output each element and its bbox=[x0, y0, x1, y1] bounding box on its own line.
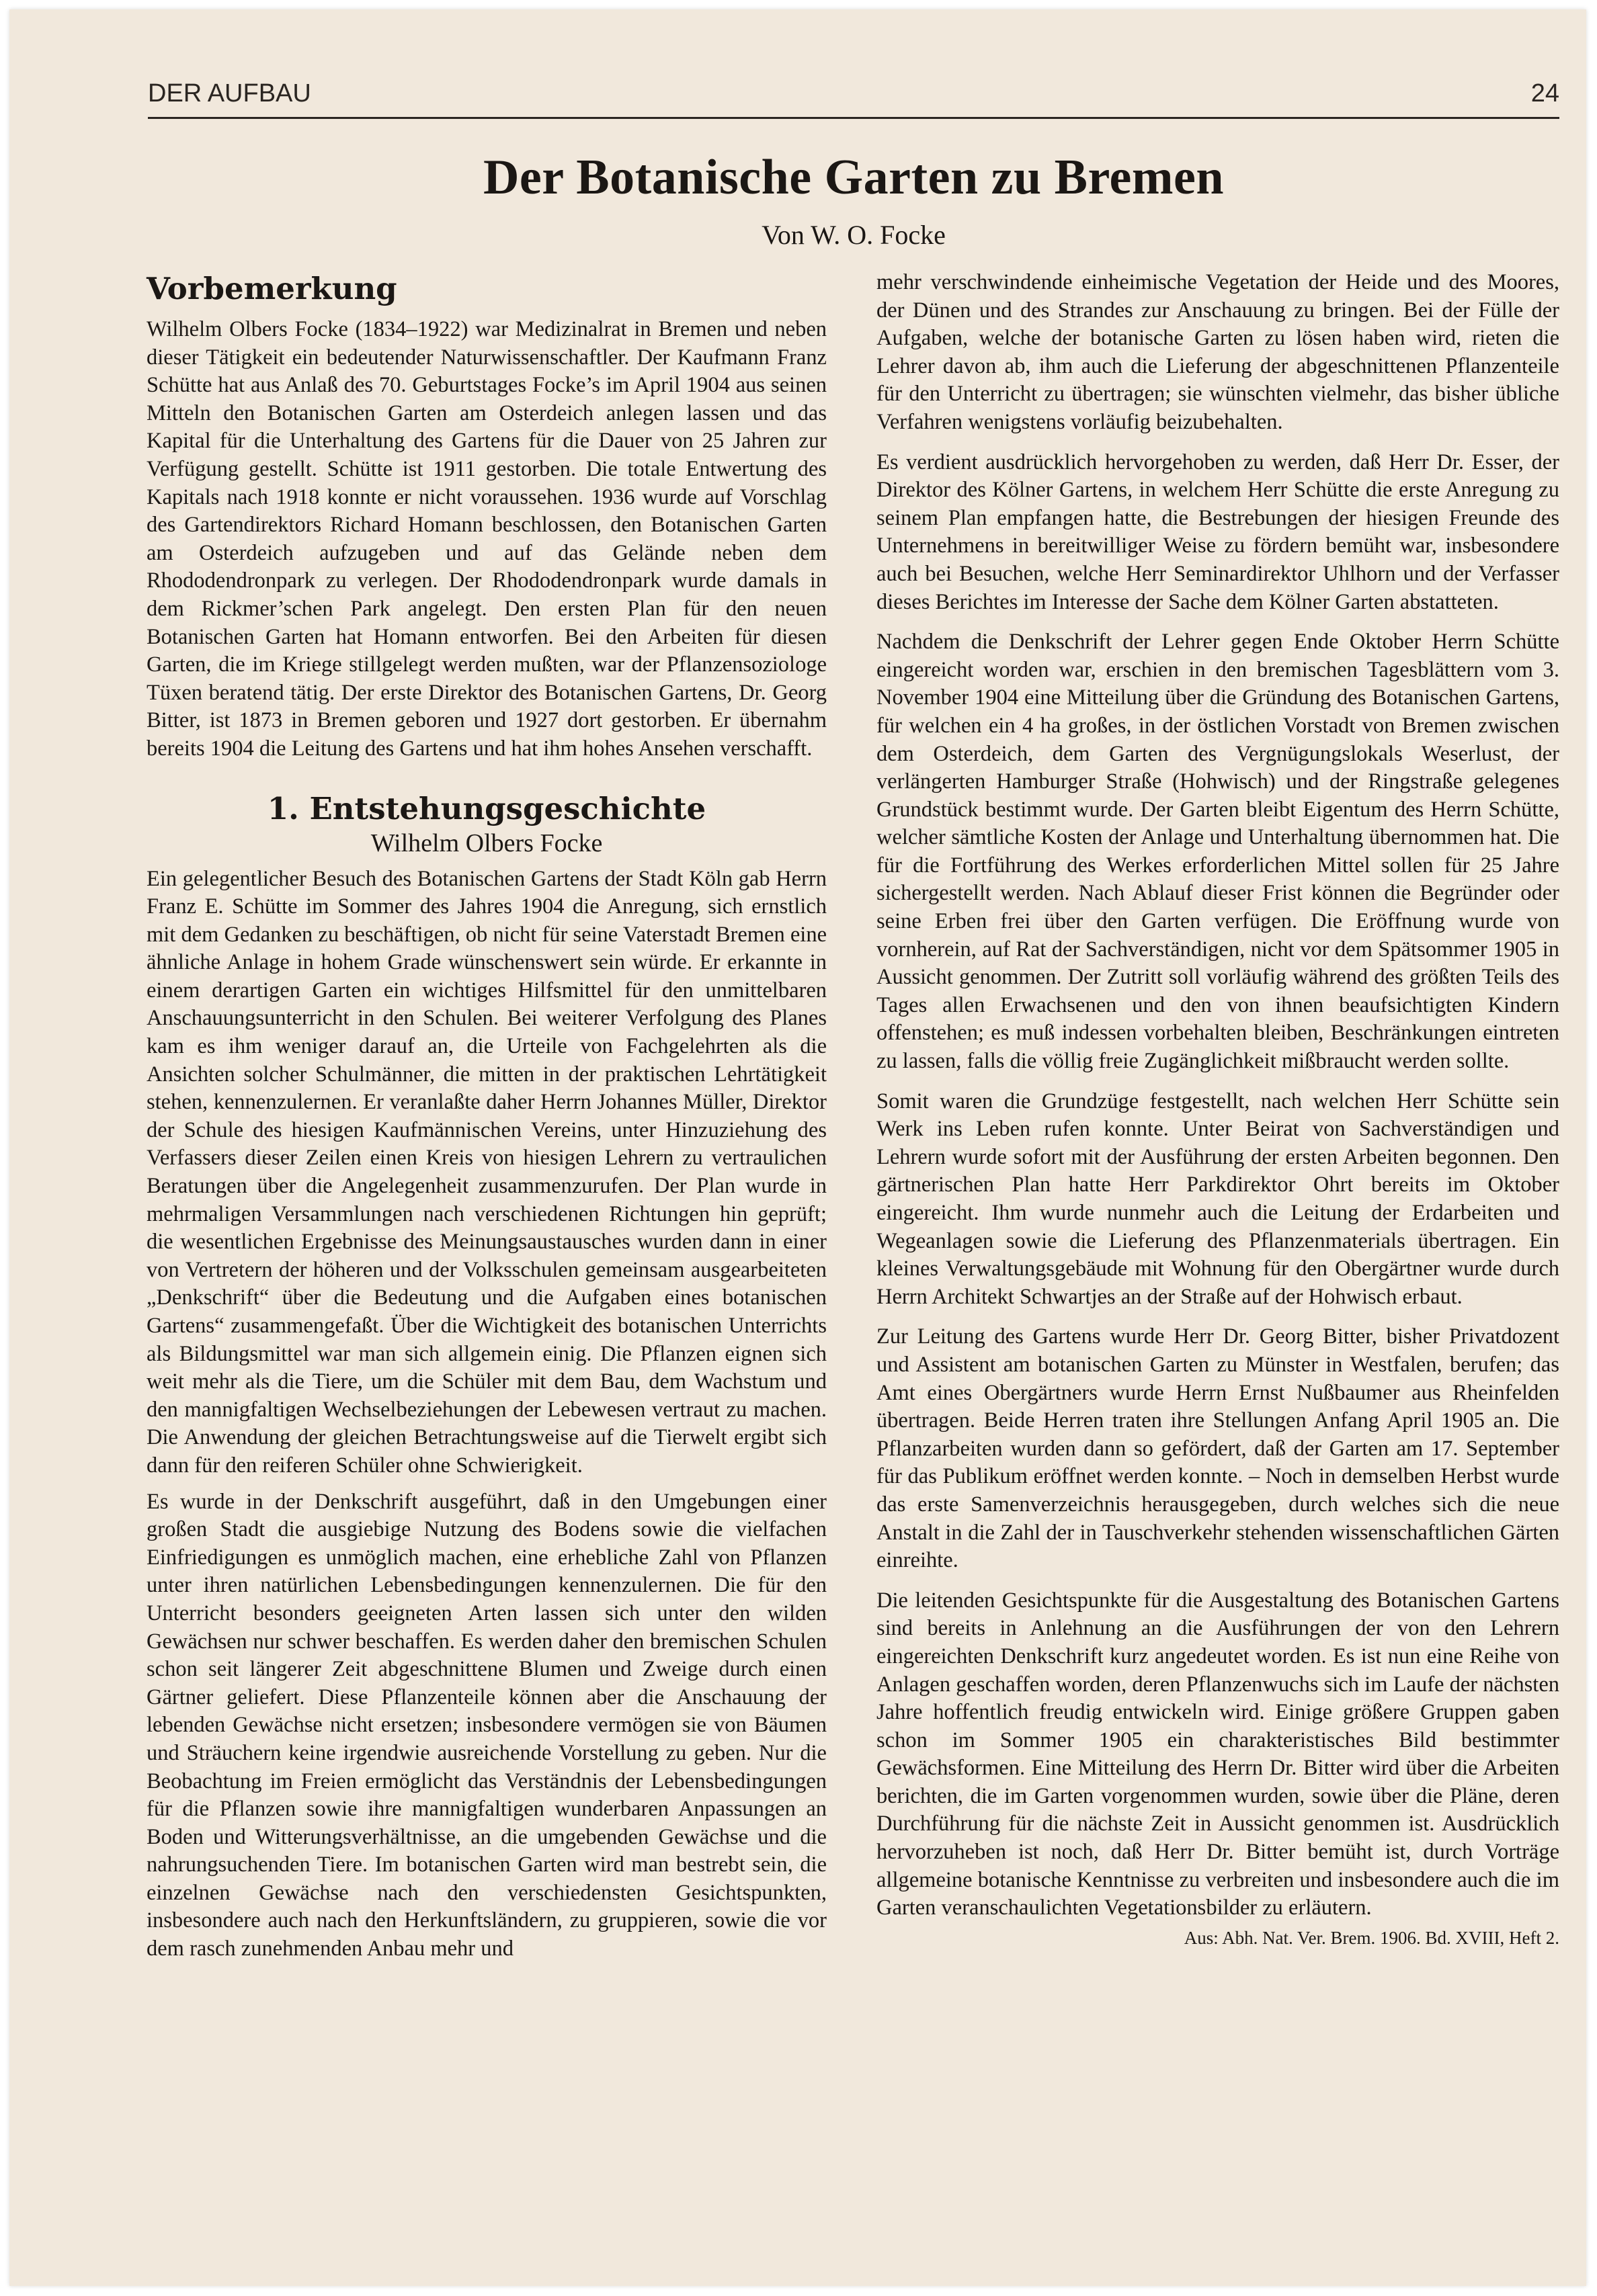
left-column bbox=[147, 270, 827, 1971]
body-paragraph: Es verdient ausdrücklich hervorgehoben zu werden, daß Herr Dr. Esser, der Direktor des Kölner Gartens, in welchem Herr Schütte die erste Anregung zu seinem Plan empfangen hatte, die Bestrebungen der hiesigen Freunde des Unternehmens in bereitwilliger Weise zu fördern bemüht war, insbesondere auch bei Besuchen, welche Herr Seminardirektor Uhlhorn und der Verfasser dieses Berichtes im Interesse der Sache dem Kölner Garten abstatteten. bbox=[876, 450, 1559, 614]
body-paragraph: Nachdem die Denkschrift der Lehrer gegen Ende Oktober Herrn Schütte eingereicht worden war, erschien in den bremischen Tagesblättern vom 3. November 1904 eine Mitteilung über die Gründung des Botanischen Gartens, für welchen ein 4 ha großes, in der östlichen Vorstadt von Bremen zwischen dem Osterdeich, dem Garten des Vergnügungslokals Weserlust, der verlängerten Hamburger Straße (Hohwisch) und der Ringstraße gelegenes Grundstück bestimmt wurde. Der Garten bleibt Eigentum des Herrn Schütte, welcher sämtliche Kosten der Anlage und Unterhaltung übernommen hat. Die für die Fortführung des Werkes erforderlichen Mittel sollen für 25 Jahre sichergestellt werden. Nach Ablauf dieser Frist können die Begründer oder seine Erben frei über den Garten verfügen. Die Eröffnung wurde von vornherein, auf Rat der Sachverständigen, nicht vor dem Spätsommer 1905 in Aussicht genommen. Der Zutritt soll vorläufig während des größten Teils des Tages allen Erwachsenen und den von ihnen beaufsichtigten Kindern offenstehen; es muß indessen vorbehalten bleiben, Beschränkungen eintreten zu lassen, falls die völlig freie Zugänglichkeit mißbraucht werden sollte. bbox=[876, 630, 1559, 1074]
preface-paragraph: Wilhelm Olbers Focke (1834–1922) war Medizinalrat in Bremen und neben dieser Tätigkeit ein bedeutender Naturwissenschaftler. Der Kaufmann Franz Schütte hat aus Anlaß des 70. Geburtstages Focke’s im April 1904 aus seinen Mitteln den Botanischen Garten am Osterdeich anlegen lassen und das Kapital für die Unterhaltung des Gartens für die Dauer von 25 Jahren zur Verfügung gestellt. Schütte ist 1911 gestorben. Die totale Entwertung des Kapitals nach 1918 konnte er nicht voraussehen. 1936 wurde auf Vorschlag des Gartendirektors Richard Homann beschlossen, den Botanischen Garten am Osterdeich aufzugeben und auf das Gelände neben dem Rhododendronpark zu verlegen. Der Rhododendronpark wurde damals in dem Rickmer’schen Park angelegt. Den ersten Plan für den neuen Botanischen Garten hat Homann entworfen. Bei den Arbeiten für diesen Garten, die im Kriege stillgelegt werden mußten, war der Pflanzensoziologe Tüxen beratend tätig. Der erste Direktor des Botanischen Gartens, Dr. Georg Bitter, ist 1873 in Bremen geboren und 1927 dort gestorben. Er übernahm bereits 1904 die Leitung des Gartens und hat ihm hohes Ansehen verschafft. bbox=[147, 317, 827, 761]
right-column bbox=[876, 269, 1559, 1961]
page bbox=[9, 9, 1586, 2286]
article-title: Der Botanische Garten zu Bremen bbox=[483, 150, 1225, 205]
page-number: 24 bbox=[1530, 79, 1559, 108]
running-head bbox=[148, 79, 1559, 119]
preface-heading: Vorbemerkung bbox=[147, 271, 397, 306]
body-paragraph: Die leitenden Gesichtspunkte für die Ausgestaltung des Botanischen Gartens sind bereits in Anlehnung an die Ausführungen der von den Lehrern eingereichten Denkschrift kurz angedeutet worden. Es ist nun eine Reihe von Anlagen geschaffen worden, deren Pflanzenwuchs sich im Laufe der nächsten Jahre hoffentlich freudig entwickeln wird. Einige größere Gruppen gaben schon im Sommer 1905 ein charakteristisches Bild bestimmter Gewächsformen. Eine Mitteilung des Herrn Dr. Bitter wird über die Arbeiten berichten, die im Garten vorgenommen wurden, sowie über die Pläne, deren Durchführung für die nächste Zeit in Aussicht genommen ist. Ausdrücklich hervorzuheben ist noch, daß Herr Dr. Bitter bemüht ist, durch Vorträge allgemeine botanische Kenntnisse zu verbreiten und insbesondere auch die im Garten veranschaulichten Vegetationsbilder zu erläutern. bbox=[876, 1588, 1559, 1920]
body-paragraph: Es wurde in der Denkschrift ausgeführt, daß in den Umgebungen einer großen Stadt die ausgiebige Nutzung des Bodens sowie die vielfachen Einfriedigungen es unmöglich machen, eine erhebliche Zahl von Pflanzen unter ihren natürlichen Lebensbedingungen kennenzulernen. Die für den Unterricht besonders geeigneten Arten lassen sich unter den wilden Gewächsen nur schwer beschaffen. Es werden daher den bremischen Schulen schon seit längerer Zeit abgeschnittene Blumen und Zweige durch einen Gärtner geliefert. Diese Pflanzenteile können aber die Anschauung der lebenden Gewächse nicht ersetzen; insbesondere vermögen sie von Bäumen und Sträuchern keine irgendwie ausreichende Vorstellung zu geben. Nur die Beobachtung im Freien ermöglicht das Verständnis der Lebensbedingungen für die Pflanzen sowie ihre mannigfaltigen wunderbaren Anpassungen an Boden und Witterungsverhältnisse, an die umgebenden Gewächse und die nahrungsuchenden Tiere. Im botanischen Garten wird man bestrebt sein, die einzelnen Gewächse nach den verschiedensten Gesichtspunkten, insbesondere auch nach den Herkunftsländern, zu gruppieren, sowie die vor dem rasch zunehmenden Anbau mehr und bbox=[147, 1489, 827, 1961]
body-paragraph: Somit waren die Grundzüge festgestellt, nach welchen Herr Schütte sein Werk ins Leben rufen konnte. Unter Beirat von Sachverständigen und Lehrern wurde sofort mit der Ausführung der ersten Arbeiten begonnen. Den gärtnerischen Plan hatte Herr Parkdirektor Ohrt bereits im Oktober eingereicht. Ihm wurde nunmehr auch die Leitung der Erdarbeiten und Wegeanlagen sowie die Lieferung des Pflanzenmaterials übertragen. Ein kleines Verwaltungsgebäude mit Wohnung für den Obergärtner wurde durch Herrn Architekt Schwartjes an der Straße auf der Hohwisch erbaut. bbox=[876, 1089, 1559, 1309]
journal-name: DER AUFBAU bbox=[148, 79, 311, 108]
body-paragraph: mehr verschwindende einheimische Vegetation der Heide und des Moores, der Dünen und des Strandes zur Anschauung zu bringen. Bei der Fülle der Aufgaben, welche der botanische Garten zu lösen haben wird, rieten die Lehrer davon ab, ihm auch die Lieferung der abgeschnittenen Pflanzenteile für den Unterricht zu übertragen; sie wünschten vielmehr, das bisher übliche Verfahren wenigstens vorläufig beizubehalten. bbox=[876, 270, 1559, 434]
body-paragraph: Ein gelegentlicher Besuch des Botanischen Gartens der Stadt Köln gab Herrn Franz E. Schütte im Sommer des Jahres 1904 die Anregung, sich ernstlich mit dem Gedanken zu beschäftigen, ob nicht für seine Vaterstadt Bremen eine ähnliche Anlage in hohem Grade wünschenswert sein würde. Er erkannte in einem derartigen Garten ein wichtiges Hilfsmittel für den unmittelbaren Anschauungsunterricht in den Schulen. Bei weiterer Verfolgung des Planes kam es ihm weniger darauf an, die Urteile von Fachgelehrten als die Ansichten solcher Schulmänner, die mitten in der praktischen Lehrtätigkeit stehen, kennenzulernen. Er veranlaßte daher Herrn Johannes Müller, Direktor der Schule des hiesigen Kaufmännischen Vereins, unter Hinzuziehung des Verfassers dieser Zeilen einen Kreis von hiesigen Lehrern zu vertraulichen Beratungen über die Angelegenheit zusammenzurufen. Der Plan wurde in mehrmaligen Versammlungen nach verschiedenen Richtungen hin geprüft; die wesentlichen Ergebnisse des Meinungsaustausches wurden dann in einer von Vertretern der höheren und der Volksschulen gemeinsam ausgearbeiteten „Denkschrift“ über die Bedeutung und die Aufgaben eines botanischen Gartens“ zusammengefaßt. Über die Wichtigkeit des botanischen Unterrichts als Bildungsmittel war man sich allgemein einig. Die Pflanzen eignen sich weit mehr als die Tiere, um die Schüler mit dem Bau, dem Wachstum und den mannigfaltigen Wechselbeziehungen der Lebewesen vertraut zu machen. Die Anwendung der gleichen Betrachtungsweise auf die Tierwelt ergibt sich dann für den reiferen Schüler ohne Schwierigkeit. bbox=[147, 866, 827, 1478]
article-byline: Von W. O. Focke bbox=[762, 220, 946, 250]
section-heading: 1. Entstehungsgeschichte bbox=[267, 790, 706, 826]
section-author: Wilhelm Olbers Focke bbox=[370, 828, 603, 857]
source-citation: Aus: Abh. Nat. Ver. Brem. 1906. Bd. XVIII, Heft 2. bbox=[1184, 1927, 1559, 1948]
body-paragraph: Zur Leitung des Gartens wurde Herr Dr. Georg Bitter, bisher Privatdozent und Assistent am botanischen Garten zu Münster in Westfalen, berufen; das Amt eines Obergärtners wurde Herrn Ernst Nußbaumer aus Rheinfelden übertragen. Beide Herren traten ihre Stellungen Anfang April 1905 an. Die Pflanzarbeiten wurden dann so gefördert, daß der Garten am 17. September für das Publikum eröffnet werden konnte. – Noch in demselben Herbst wurde das erste Samenverzeichnis herausgegeben, durch welches sich die neue Anstalt in die Zahl der in Tauschverkehr stehenden wissenschaftlichen Gärten einreihte. bbox=[876, 1324, 1559, 1573]
